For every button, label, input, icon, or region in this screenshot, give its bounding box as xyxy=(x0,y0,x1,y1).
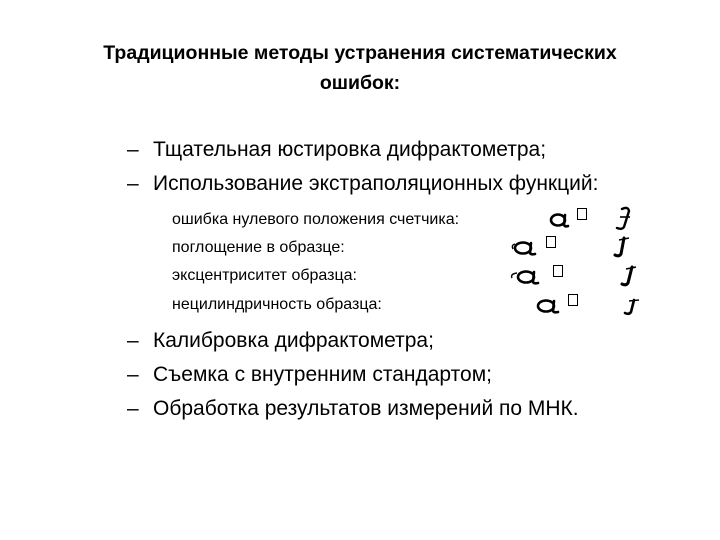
bullet-item xyxy=(127,328,434,354)
bullet-dash: – xyxy=(127,363,139,386)
bullet-item xyxy=(127,137,546,163)
bullet-text: Калибровка дифрактометра; xyxy=(153,329,434,352)
alpha-square-j-formula-icon xyxy=(508,262,618,288)
bullet-dash: – xyxy=(127,397,139,420)
bullet-item xyxy=(127,171,598,197)
bullet-text: Съемка с внутренним стандартом; xyxy=(153,363,492,386)
bullet-dash: – xyxy=(127,172,139,195)
bullet-item xyxy=(127,362,492,388)
slide-title-line-2: ошибок: xyxy=(319,72,401,94)
sub-item: поглощение в образце: xyxy=(172,239,345,256)
sub-item: ошибка нулевого положения счетчика: xyxy=(172,211,460,228)
bullet-text: Использование экстраполяционных функций: xyxy=(153,172,599,195)
slide-title-line-1: Традиционные методы устранения систематических xyxy=(103,42,617,64)
alpha-square-f-formula-icon xyxy=(548,205,658,231)
sub-item: нецилиндричность образца: xyxy=(172,296,382,313)
bullet-dash: – xyxy=(127,329,139,352)
bullet-item xyxy=(127,396,579,422)
sub-item: эксцентриситет образца: xyxy=(172,267,357,284)
bullet-text: Тщательная юстировка дифрактометра; xyxy=(153,138,547,161)
bullet-text: Обработка результатов измерений по МНК. xyxy=(153,397,579,420)
alpha-square-j-formula-icon xyxy=(508,233,618,259)
alpha-square-j-formula-icon xyxy=(532,291,642,317)
bullet-dash: – xyxy=(127,138,139,161)
slide-title xyxy=(30,38,690,98)
